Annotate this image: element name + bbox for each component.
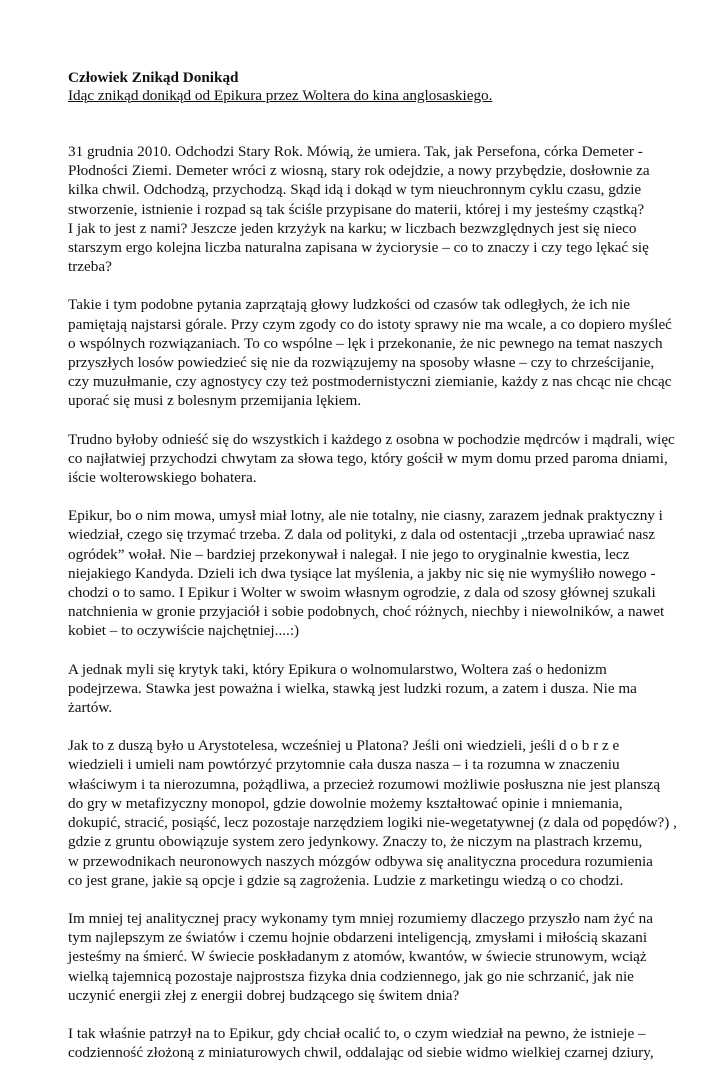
text-line: natchnienia w gronie przyjaciół i sobie podobnych, choć różnych, niechby i niewolników, a nawet [68, 603, 665, 621]
text-line: co jest grane, jakie są opcje i gdzie są zagrożenia. Ludzie z marketingu wiedzą o co chodzi. [68, 871, 624, 889]
text-line: iście wolterowskiego bohatera. [68, 469, 257, 487]
paragraph [68, 506, 665, 640]
text-line: stworzenie, istnienie i rozpad są tak ściśle przypisane do materii, której i my jesteśmy cząstką? [68, 200, 645, 218]
paragraph [68, 909, 658, 1005]
text-line: chodzi o to samo. I Epikur i Wolter w swoim własnym ogrodzie, z dala od szosy głównej szukali [68, 584, 656, 602]
text-line: ogródek” wołał. Nie – bardziej przekonywał i nalegał. I nie jego to oryginalnie kwestia, lecz [68, 545, 630, 563]
text-line: gdzie z gruntu obowiązuje system zero jedynkowy. Znaczy to, że niczym na plastrach krzemu, [68, 833, 643, 851]
paragraph-list [68, 142, 677, 1062]
paragraph [68, 660, 658, 718]
text-line: A jednak myli się krytyk taki, który Epikura o wolnomularstwo, Woltera zaś o hedonizm [68, 660, 607, 678]
text-line: trzeba? [68, 258, 112, 276]
text-line: właściwym i ta nierozumna, pożądliwa, a przecież rozumowi możliwie posłuszna nie jest planszą [68, 775, 661, 793]
paragraph [68, 295, 672, 410]
text-line: przyszłych losów powiedzieć się nie da rozwiązujemy na sposoby własne – czy to chrześcijanie, [68, 354, 655, 372]
text-line: Płodności Ziemi. Demeter wróci z wiosną, stary rok odejdzie, a nowy przybędzie, dosłownie za [68, 162, 650, 180]
text-line: niejakiego Kandyda. Dzieli ich dwa tysiące lat myślenia, a jakby nic się nie wymyśliło nowego - [68, 564, 656, 582]
text-line: uczynić energii złej z energii dobrej budzącego się świtem dnia? [68, 986, 460, 1004]
text-line: wielką tajemnicą pozostaje najprostsza fizyka dnia codziennego, jak go nie schrzanić, jak nie [68, 967, 634, 985]
paragraph [68, 1024, 658, 1062]
text-line: o wspólnych rozwiązaniach. To co wspólne – lęk i przekonanie, że nic pewnego na temat naszych [68, 334, 663, 352]
text-line: kobiet – to oczywiście najchętniej....:) [68, 622, 300, 640]
document-title: Człowiek Znikąd Donikąd [68, 69, 239, 86]
document-body [68, 69, 677, 1081]
document-subtitle: Idąc znikąd donikąd od Epikura przez Woltera do kina anglosaskiego. [68, 86, 493, 104]
paragraph [68, 142, 658, 276]
text-line: Epikur, bo o nim mowa, umysł miał lotny, ale nie totalny, nie ciasny, zarazem jednak praktyczny i [68, 507, 663, 525]
text-line: uporać się musi z bolesnym przemijania lękiem. [68, 392, 362, 410]
text-line: Trudno byłoby odnieść się do wszystkich i każdego z osobna w pochodzie mędrców i mądrali, więc [68, 430, 675, 448]
text-line: Jak to z duszą było u Arystotelesa, wcześniej u Platona? Jeśli oni wiedzieli, jeśli d o b r z e [68, 737, 620, 755]
text-line: dokupić, stracić, posiąść, lecz pozostaje narzędziem logiki nie-wegetatywnej (z dala od popędów?) , [68, 814, 677, 832]
text-line: do gry w metafizyczny monopol, gdzie dowolnie możemy kształtować opinie i mniemania, [68, 794, 623, 812]
text-line: w przewodnikach neuronowych naszych mózgów odbywa się analityczna procedura rozumienia [68, 852, 653, 870]
text-line: I jak to jest z nami? Jeszcze jeden krzyżyk na karku; w liczbach bezwzględnych jest się nieco [68, 219, 637, 237]
text-line: kilka chwil. Odchodzą, przychodzą. Skąd idą i dokąd w tym nieuchronnym cyklu czasu, gdzie [68, 181, 642, 199]
text-line: 31 grudnia 2010. Odchodzi Stary Rok. Mówią, że umiera. Tak, jak Persefona, córka Demeter - [68, 143, 643, 160]
text-line: I tak właśnie patrzył na to Epikur, gdy chciał ocalić to, o czym wiedział na pewno, że istnieje – [68, 1024, 646, 1042]
text-line: pamiętają najstarsi górale. Przy czym zgody co do istoty sprawy nie ma wcale, a co dopiero myśleć [68, 315, 672, 333]
text-line: wiedzieli i umieli nam powtórzyć przytomnie cała dusza nasza – i ta rozumna w znaczeniu [68, 756, 620, 774]
text-line: codzienność złożoną z miniaturowych chwil, oddalając od siebie widmo wielkiej czarnej dziury, [68, 1044, 654, 1062]
text-line: wiedział, czego się trzymać trzeba. Z dala od polityki, z dala od ostentacji „trzeba uprawiać nasz [68, 526, 655, 544]
text-line: Im mniej tej analitycznej pracy wykonamy tym mniej rozumiemy dlaczego przyszło nam żyć na [68, 909, 653, 927]
text-line: starszym ergo kolejna liczba naturalna zapisana w życiorysie – co to znaczy i czy tego lękać się [68, 239, 649, 257]
text-line: czy muzułmanie, czy agnostycy czy też postmodernistyczni ziemianie, każdy z nas chcąc nie chcąc [68, 373, 672, 391]
paragraph [68, 736, 677, 890]
text-line: tym najlepszym ze światów i czemu hojnie obdarzeni inteligencją, zmysłami i miłością skazani [68, 929, 648, 947]
text-line: Takie i tym podobne pytania zaprzątają głowy ludzkości od czasów tak odległych, że ich nie [68, 296, 630, 314]
text-line: żartów. [68, 699, 113, 717]
text-line: co najłatwiej przychodzi chwytam za słowa tego, który gościł w mym domu przed paroma dniami, [68, 449, 668, 467]
paragraph [68, 430, 675, 488]
text-line: podejrzewa. Stawka jest poważna i wielka, stawką jest ludzki rozum, a zatem i dusza. Nie ma [68, 679, 637, 697]
text-line: jesteśmy na śmierć. W świecie poskładanym z atomów, kwantów, w świecie strunowym, wciąż [68, 948, 647, 966]
